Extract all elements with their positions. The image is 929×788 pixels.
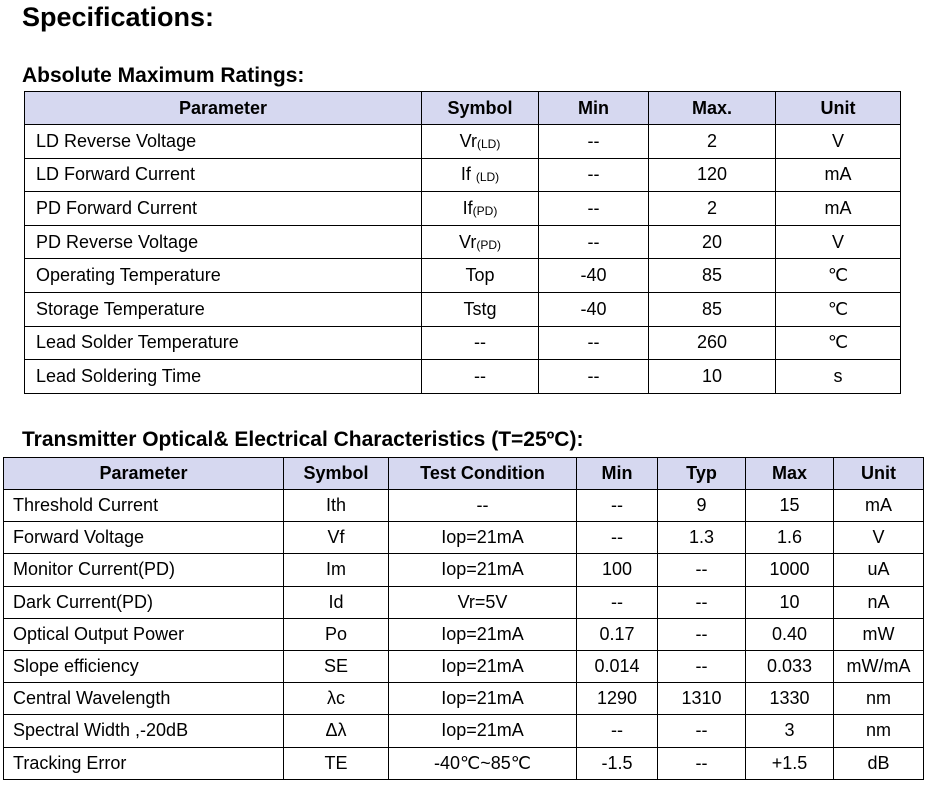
min-cell: 1290 [577, 683, 658, 715]
amr-header-symbol: Symbol [422, 92, 539, 125]
unit-cell: mA [776, 192, 901, 226]
symbol-cell: λc [284, 683, 389, 715]
typ-cell: -- [658, 650, 746, 682]
min-cell: -1.5 [577, 747, 658, 779]
table-row [4, 522, 924, 554]
min-cell: 0.014 [577, 650, 658, 682]
test-condition-cell: -- [389, 490, 577, 522]
max-cell: 10 [746, 586, 834, 618]
test-condition-cell: Iop=21mA [389, 554, 577, 586]
unit-cell: V [776, 225, 901, 259]
unit-cell: dB [834, 747, 924, 779]
test-condition-cell: Iop=21mA [389, 715, 577, 747]
max-cell: 3 [746, 715, 834, 747]
unit-cell: mA [834, 490, 924, 522]
absolute-maximum-ratings-table [24, 91, 901, 394]
max-cell: 1330 [746, 683, 834, 715]
symbol-text: Top [465, 265, 495, 286]
symbol-cell: Im [284, 554, 389, 586]
test-condition-cell: Iop=21mA [389, 650, 577, 682]
max-cell: 1.6 [746, 522, 834, 554]
min-cell: -- [577, 586, 658, 618]
typ-cell: -- [658, 618, 746, 650]
parameter-cell: Monitor Current(PD) [4, 554, 284, 586]
table-row [25, 292, 901, 326]
max-cell: 85 [649, 292, 776, 326]
amr-header-parameter: Parameter [25, 92, 422, 125]
unit-cell: nm [834, 715, 924, 747]
symbol-cell: Δλ [284, 715, 389, 747]
table-row [25, 192, 901, 226]
symbol-cell [422, 259, 539, 293]
min-cell: -- [577, 715, 658, 747]
max-cell: 0.033 [746, 650, 834, 682]
max-cell: 2 [649, 192, 776, 226]
table-row [4, 586, 924, 618]
symbol-text: Tstg [463, 298, 497, 319]
min-cell: -- [539, 158, 649, 192]
page-title: Specifications: [22, 2, 215, 32]
parameter-cell: Dark Current(PD) [4, 586, 284, 618]
symbol-text: If [460, 164, 476, 185]
min-cell: -- [539, 225, 649, 259]
max-cell: 2 [649, 125, 776, 159]
symbol-cell: Vf [284, 522, 389, 554]
min-cell: -- [539, 125, 649, 159]
amr-heading: Absolute Maximum Ratings: [22, 64, 305, 87]
typ-cell: 1310 [658, 683, 746, 715]
typ-cell: 1.3 [658, 522, 746, 554]
symbol-subscript: (LD) [477, 136, 501, 151]
min-cell: -- [539, 192, 649, 226]
unit-cell: s [776, 360, 901, 394]
unit-cell: ℃ [776, 292, 901, 326]
symbol-text: -- [474, 332, 486, 353]
parameter-cell: Lead Soldering Time [25, 360, 422, 394]
unit-cell: mW/mA [834, 650, 924, 682]
toec-header-parameter: Parameter [4, 458, 284, 490]
max-cell: 0.40 [746, 618, 834, 650]
typ-cell: 9 [658, 490, 746, 522]
symbol-text: If [462, 197, 473, 218]
typ-cell: -- [658, 747, 746, 779]
max-cell: 15 [746, 490, 834, 522]
parameter-cell: PD Forward Current [25, 192, 422, 226]
table-row [4, 683, 924, 715]
unit-cell: mA [776, 158, 901, 192]
min-cell: -- [577, 490, 658, 522]
parameter-cell: Spectral Width ,-20dB [4, 715, 284, 747]
min-cell: -40 [539, 292, 649, 326]
table-row [4, 747, 924, 779]
unit-cell: ℃ [776, 259, 901, 293]
symbol-cell [422, 292, 539, 326]
table-row [25, 326, 901, 360]
symbol-cell [422, 192, 539, 226]
toec-header-typ: Typ [658, 458, 746, 490]
amr-header-min: Min [539, 92, 649, 125]
amr-header-max: Max. [649, 92, 776, 125]
symbol-text: -- [474, 365, 486, 386]
unit-cell: nA [834, 586, 924, 618]
parameter-cell: Forward Voltage [4, 522, 284, 554]
toec-header-max: Max [746, 458, 834, 490]
transmitter-characteristics-table [3, 457, 924, 780]
symbol-cell [422, 326, 539, 360]
symbol-subscript: (PD) [476, 237, 501, 252]
toec-heading: Transmitter Optical& Electrical Characteristics (T=25ºC): [22, 428, 584, 451]
typ-cell: -- [658, 554, 746, 586]
max-cell: 85 [649, 259, 776, 293]
toec-header-unit: Unit [834, 458, 924, 490]
symbol-cell [422, 360, 539, 394]
max-cell: 120 [649, 158, 776, 192]
parameter-cell: Slope efficiency [4, 650, 284, 682]
unit-cell: ℃ [776, 326, 901, 360]
max-cell: 10 [649, 360, 776, 394]
toec-header-symbol: Symbol [284, 458, 389, 490]
table-row [25, 225, 901, 259]
min-cell: -- [577, 522, 658, 554]
parameter-cell: Tracking Error [4, 747, 284, 779]
parameter-cell: LD Reverse Voltage [25, 125, 422, 159]
test-condition-cell: Iop=21mA [389, 522, 577, 554]
parameter-cell: Central Wavelength [4, 683, 284, 715]
test-condition-cell: Iop=21mA [389, 618, 577, 650]
max-cell: 20 [649, 225, 776, 259]
parameter-cell: LD Forward Current [25, 158, 422, 192]
test-condition-cell: -40℃~85℃ [389, 747, 577, 779]
min-cell: 100 [577, 554, 658, 586]
min-cell: -- [539, 360, 649, 394]
min-cell: -- [539, 326, 649, 360]
unit-cell: nm [834, 683, 924, 715]
unit-cell: uA [834, 554, 924, 586]
max-cell: +1.5 [746, 747, 834, 779]
amr-header-row [25, 92, 901, 125]
parameter-cell: Storage Temperature [25, 292, 422, 326]
unit-cell: V [776, 125, 901, 159]
amr-header-unit: Unit [776, 92, 901, 125]
table-row [25, 158, 901, 192]
test-condition-cell: Iop=21mA [389, 683, 577, 715]
symbol-cell [422, 225, 539, 259]
parameter-cell: Operating Temperature [25, 259, 422, 293]
max-cell: 1000 [746, 554, 834, 586]
symbol-text: Vr [458, 231, 477, 252]
symbol-cell [422, 158, 539, 192]
toec-header-test-condition: Test Condition [389, 458, 577, 490]
symbol-cell: SE [284, 650, 389, 682]
min-cell: -40 [539, 259, 649, 293]
typ-cell: -- [658, 586, 746, 618]
symbol-cell: Id [284, 586, 389, 618]
table-row [4, 618, 924, 650]
table-row [25, 259, 901, 293]
parameter-cell: Lead Solder Temperature [25, 326, 422, 360]
test-condition-cell: Vr=5V [389, 586, 577, 618]
symbol-cell: TE [284, 747, 389, 779]
toec-header-min: Min [577, 458, 658, 490]
typ-cell: -- [658, 715, 746, 747]
table-row [4, 650, 924, 682]
table-row [25, 360, 901, 394]
parameter-cell: PD Reverse Voltage [25, 225, 422, 259]
table-row [4, 554, 924, 586]
symbol-cell: Ith [284, 490, 389, 522]
table-row [25, 125, 901, 159]
min-cell: 0.17 [577, 618, 658, 650]
unit-cell: mW [834, 618, 924, 650]
parameter-cell: Optical Output Power [4, 618, 284, 650]
unit-cell: V [834, 522, 924, 554]
symbol-subscript: (LD) [475, 170, 500, 185]
toec-header-row [4, 458, 924, 490]
symbol-text: Vr [459, 130, 477, 151]
symbol-cell [422, 125, 539, 159]
table-row [4, 490, 924, 522]
max-cell: 260 [649, 326, 776, 360]
table-row [4, 715, 924, 747]
parameter-cell: Threshold Current [4, 490, 284, 522]
symbol-subscript: (PD) [472, 203, 498, 218]
symbol-cell: Po [284, 618, 389, 650]
